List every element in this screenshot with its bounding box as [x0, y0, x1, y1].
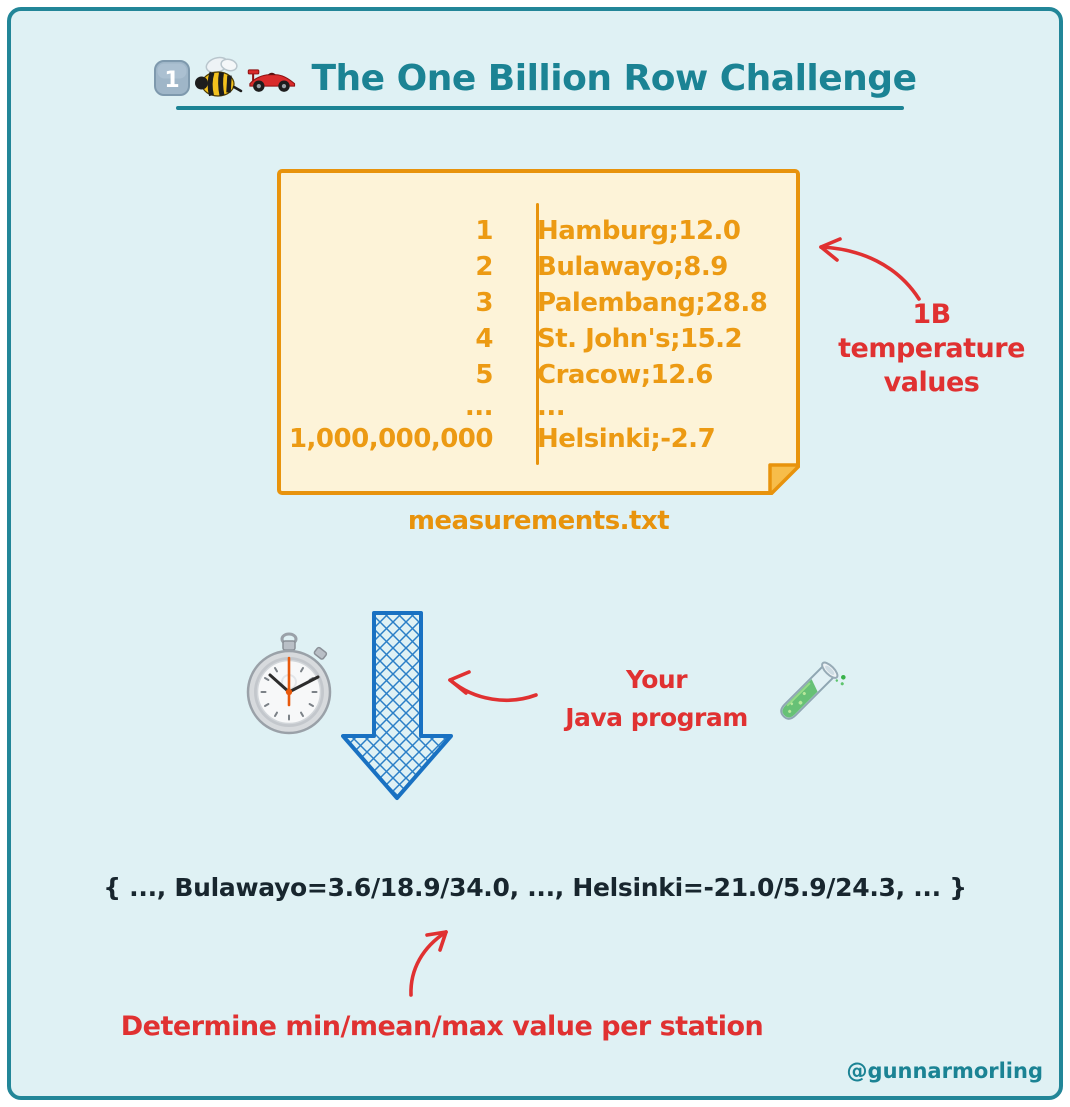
file-row: 3 Palembang;28.8: [475, 288, 768, 318]
file-row: 1 Hamburg;12.0: [475, 216, 741, 246]
file-row-ellipsis: ... ...: [464, 392, 566, 422]
stopwatch-icon: [241, 631, 337, 737]
svg-text:1: 1: [164, 68, 181, 93]
filename-caption: measurements.txt: [407, 506, 670, 536]
down-arrow-icon: [341, 609, 453, 803]
result-line: { ..., Bulawayo=3.6/18.9/34.0, ..., Helsinki=-21.0/5.9/24.3, ... }: [103, 873, 967, 902]
file-row: 1,000,000,000 Helsinki;-2.7: [288, 424, 716, 454]
credit-handle: @gunnarmorling: [846, 1059, 1043, 1083]
arrow-to-program-icon: [441, 661, 541, 707]
emoji-group: [153, 55, 297, 101]
honeybee-icon: [193, 55, 243, 101]
file-rows: [281, 213, 796, 457]
arrow-to-file-icon: [809, 235, 927, 307]
folded-corner-icon: [758, 453, 800, 495]
page-title: The One Billion Row Challenge: [311, 57, 917, 99]
keycap-one-icon: [153, 59, 191, 97]
file-row: 4 St. John's;15.2: [475, 324, 743, 354]
arrow-to-result-icon: [397, 923, 459, 999]
racing-car-icon: [245, 60, 297, 96]
poster-frame: [7, 7, 1063, 1100]
measurements-file-card: [277, 169, 800, 495]
test-tube-icon: [753, 639, 862, 748]
program-annotation: Your Java program: [565, 665, 748, 732]
file-row: 5 Cracow;12.6: [475, 360, 713, 390]
file-row: 2 Bulawayo;8.9: [475, 252, 728, 282]
title-underline: [176, 106, 904, 110]
input-annotation: 1B temperature values: [838, 299, 1025, 398]
title-row: [11, 55, 1059, 101]
task-annotation: Determine min/mean/max value per station: [120, 1011, 764, 1042]
test-tube-wrap: [751, 637, 863, 749]
